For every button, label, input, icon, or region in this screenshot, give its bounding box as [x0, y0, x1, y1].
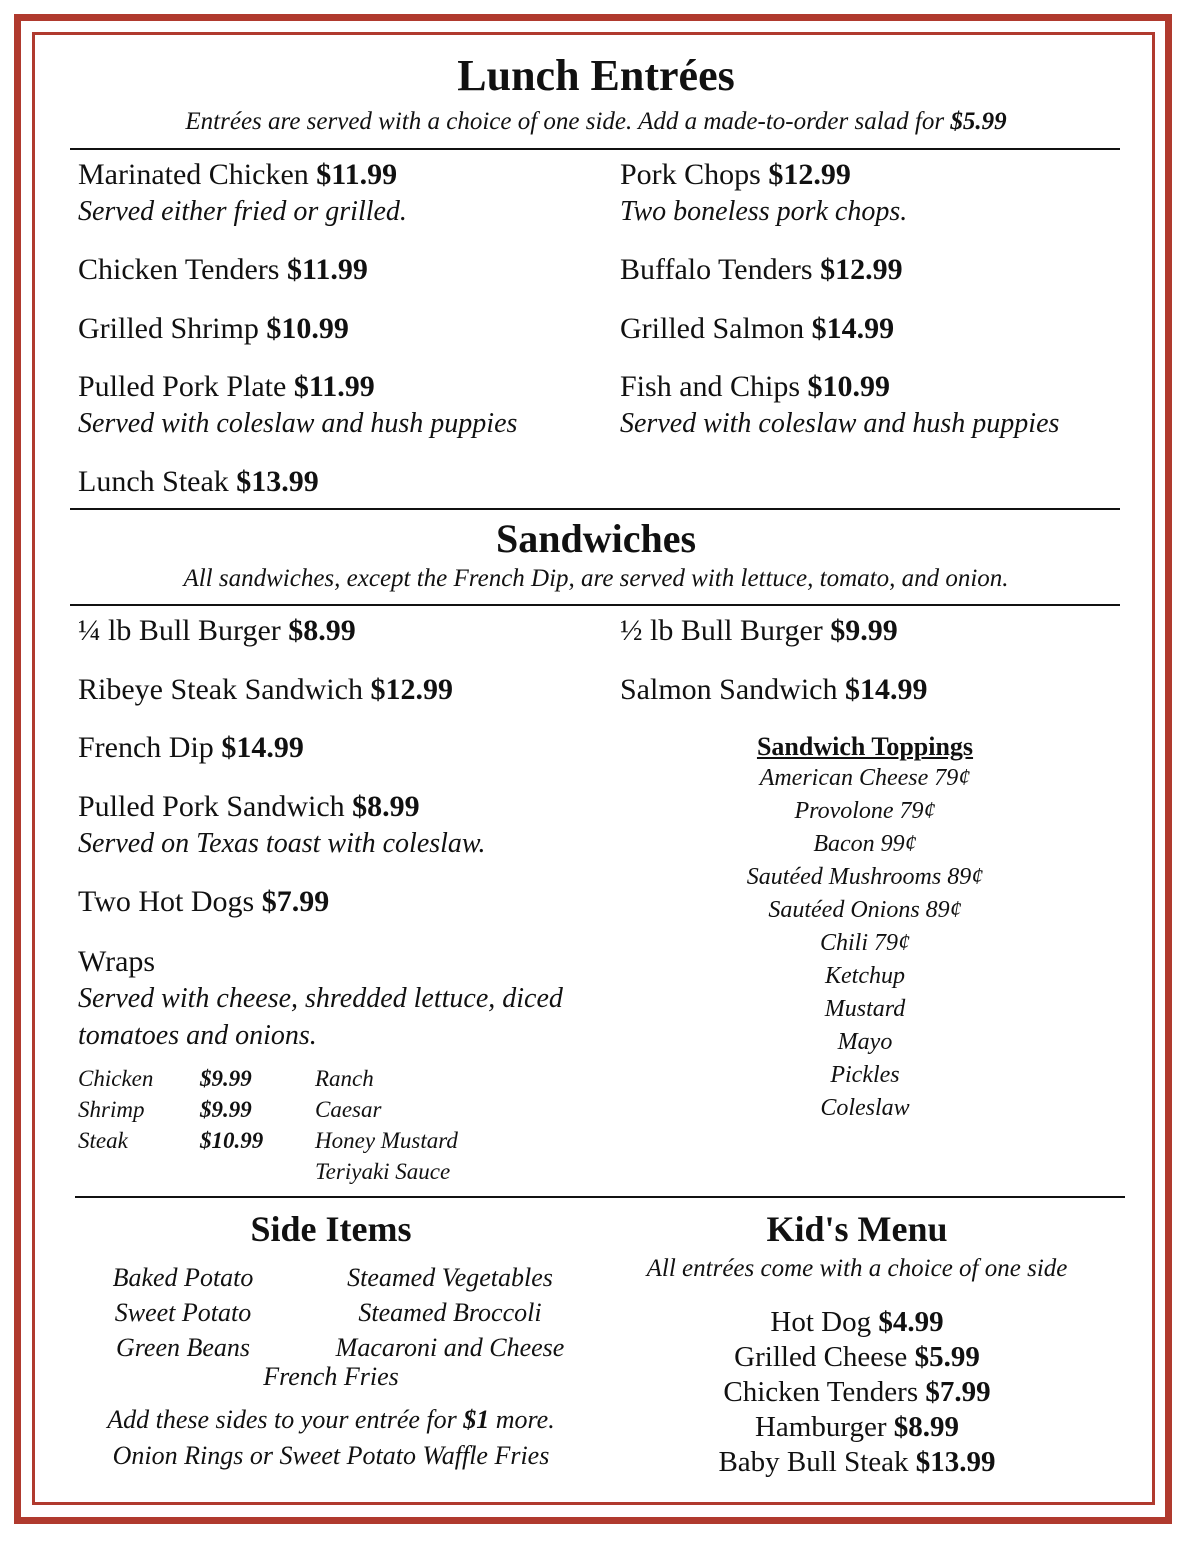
wrap-protein: Chicken [78, 1066, 154, 1091]
wraps-heading: Wraps [78, 945, 156, 978]
wrap-price: $9.99 [200, 1066, 252, 1091]
wrap-sauce: Ranch [315, 1066, 374, 1091]
lunch-item-desc: Served either fried or grilled. [78, 196, 407, 227]
sandwich-item: ½ lb Bull Burger $9.99 [620, 614, 898, 647]
kids-item: Hamburger $8.99 [754, 1411, 960, 1443]
sandwiches-subtitle: All sandwiches, except the French Dip, are served with lettuce, tomato, and onion. [183, 565, 1009, 592]
wrap-sauce: Caesar [315, 1097, 382, 1122]
side-item: Steamed Vegetables [347, 1263, 553, 1292]
lunch-item: Fish and Chips $10.99 [620, 370, 891, 403]
side-item: Steamed Broccoli [358, 1298, 542, 1327]
wraps-desc: Served with cheese, shredded lettuce, diced [78, 983, 563, 1014]
topping-item: Sautéed Mushrooms 89¢ [746, 864, 984, 890]
topping-item: Mustard [824, 996, 906, 1022]
lunch-item: Buffalo Tenders $12.99 [620, 253, 903, 286]
lunch-item-desc: Two boneless pork chops. [620, 196, 908, 227]
side-item: Baked Potato [112, 1263, 254, 1292]
sides-addon-items: Onion Rings or Sweet Potato Waffle Fries [112, 1441, 550, 1470]
lunch-item-desc: Served with coleslaw and hush puppies [620, 408, 1060, 439]
side-item: French Fries [263, 1362, 399, 1391]
topping-item: Provolone 79¢ [794, 798, 936, 824]
kids-item: Chicken Tenders $7.99 [723, 1376, 991, 1408]
lunch-item-desc: Served with coleslaw and hush puppies [78, 408, 518, 439]
topping-item: Mayo [837, 1029, 893, 1055]
lunch-item: Chicken Tenders $11.99 [78, 253, 368, 286]
topping-item: Chili 79¢ [819, 930, 910, 956]
sandwich-item: ¼ lb Bull Burger $8.99 [78, 614, 356, 647]
wrap-price: $9.99 [200, 1097, 252, 1122]
topping-item: Sautéed Onions 89¢ [768, 897, 962, 923]
topping-item: Pickles [830, 1062, 900, 1088]
sandwich-item: Pulled Pork Sandwich $8.99 [78, 790, 420, 823]
side-item: Macaroni and Cheese [335, 1333, 565, 1362]
sandwiches-rule [70, 604, 1120, 606]
kids-item: Grilled Cheese $5.99 [734, 1341, 980, 1373]
kids-title: Kid's Menu [766, 1209, 948, 1249]
toppings-title: Sandwich Toppings [756, 732, 974, 761]
lunch-item: Pulled Pork Plate $11.99 [78, 370, 375, 403]
lunch-rule [70, 148, 1120, 150]
lunch-item: Grilled Salmon $14.99 [620, 312, 895, 345]
sandwich-item: French Dip $14.99 [78, 731, 304, 764]
sandwich-item: Two Hot Dogs $7.99 [78, 885, 330, 918]
bottom-rule [75, 1196, 1125, 1198]
wrap-protein: Steak [78, 1128, 128, 1153]
lunch-item: Lunch Steak $13.99 [78, 465, 319, 498]
wrap-sauce: Honey Mustard [315, 1128, 458, 1153]
sides-addon-note: Add these sides to your entrée for $1 more. [107, 1405, 555, 1434]
sandwich-item: Salmon Sandwich $14.99 [620, 673, 928, 706]
lunch-item: Pork Chops $12.99 [620, 158, 851, 191]
topping-item: Bacon 99¢ [813, 831, 917, 857]
lunch-subtitle: Entrées are served with a choice of one side. Add a made-to-order salad for $5.99 [185, 108, 1007, 135]
kids-subtitle: All entrées come with a choice of one side [646, 1255, 1068, 1282]
lunch-item: Grilled Shrimp $10.99 [78, 312, 349, 345]
wraps-desc: tomatoes and onions. [78, 1020, 317, 1051]
kids-item: Hot Dog $4.99 [770, 1306, 944, 1338]
sandwich-item: Ribeye Steak Sandwich $12.99 [78, 673, 453, 706]
sandwiches-top-rule [70, 508, 1120, 510]
wrap-sauce: Teriyaki Sauce [315, 1159, 451, 1184]
sides-title: Side Items [250, 1209, 412, 1249]
wrap-protein: Shrimp [78, 1097, 145, 1122]
lunch-title: Lunch Entrées [457, 51, 735, 100]
side-item: Sweet Potato [114, 1298, 252, 1327]
wrap-price: $10.99 [200, 1128, 264, 1153]
side-item: Green Beans [115, 1333, 251, 1362]
topping-item: Coleslaw [820, 1095, 910, 1121]
sandwiches-title: Sandwiches [495, 516, 697, 561]
topping-item: Ketchup [825, 963, 905, 989]
sandwich-item-desc: Served on Texas toast with coleslaw. [78, 828, 486, 859]
topping-item: American Cheese 79¢ [759, 765, 971, 791]
lunch-item: Marinated Chicken $11.99 [78, 158, 398, 191]
kids-item: Baby Bull Steak $13.99 [718, 1446, 996, 1478]
